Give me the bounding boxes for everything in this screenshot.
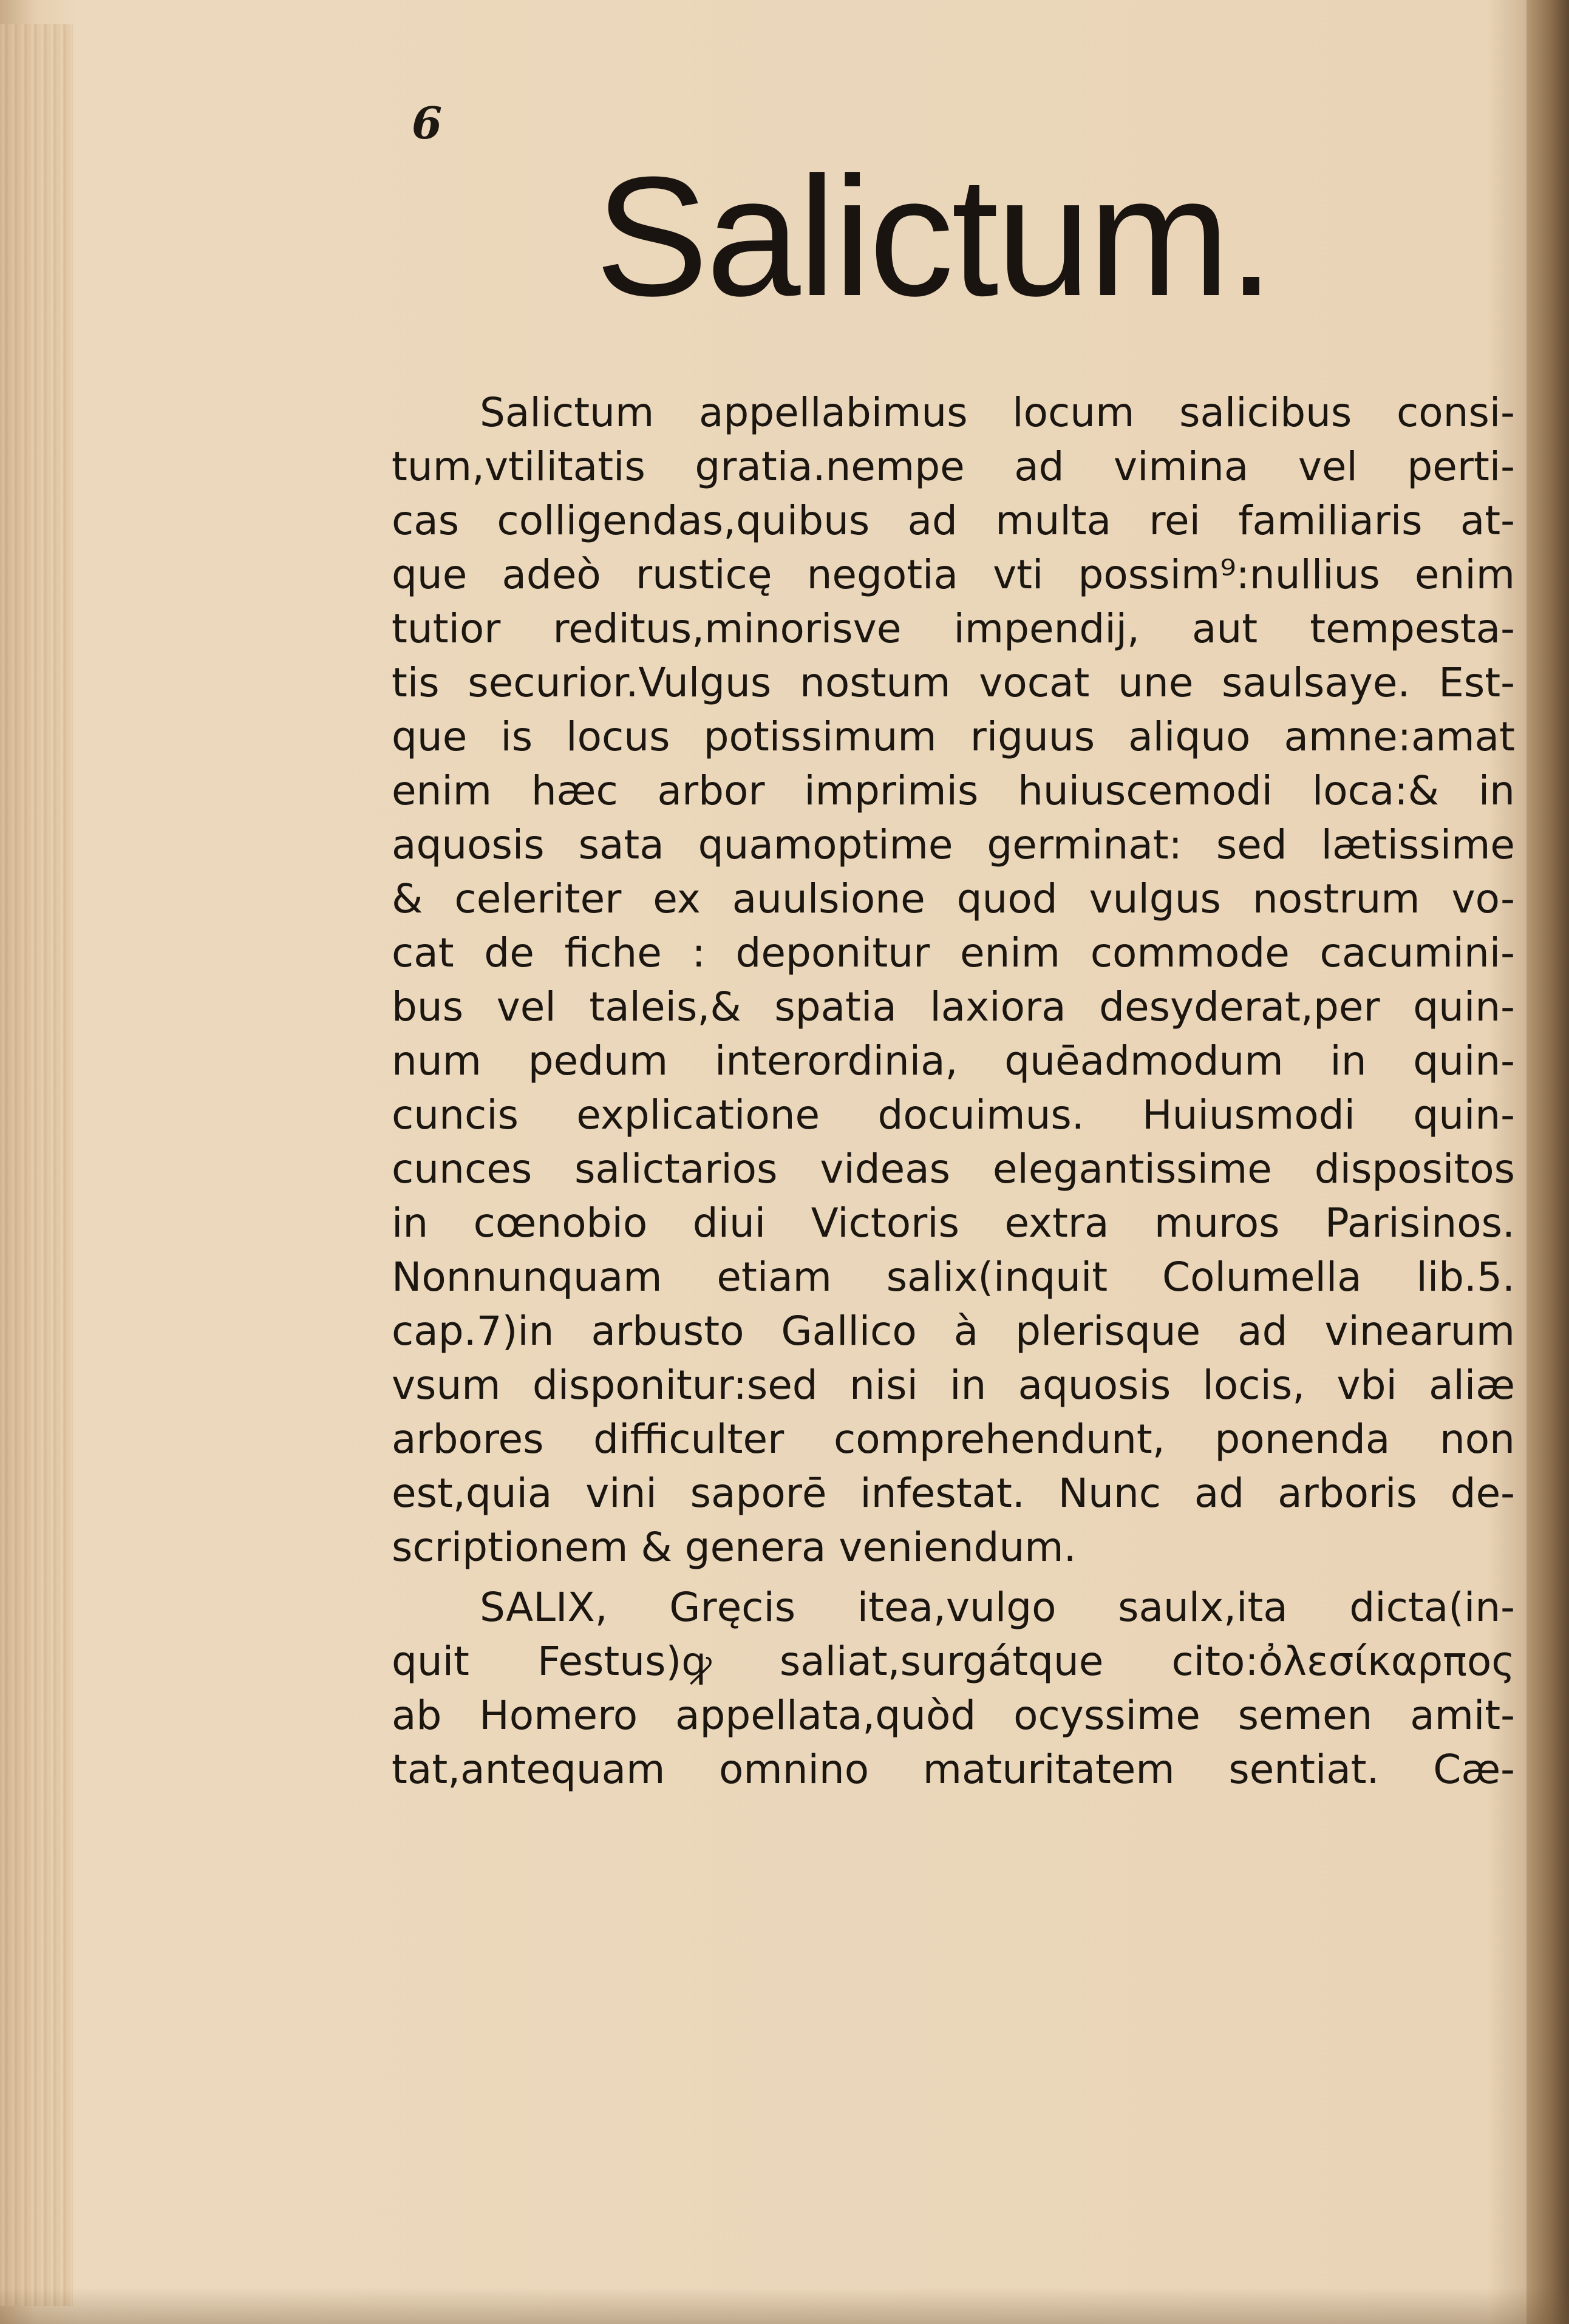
text-line: Salictum appellabimus locum salicibus consi- <box>480 389 1515 436</box>
text-line: cunces salictarios videas elegantissime dispositos <box>392 1146 1515 1192</box>
page-title: Salictum. <box>595 142 1273 331</box>
text-line: que adeò rusticę negotia vti possim⁹:nullius enim <box>392 551 1515 598</box>
binding-edge <box>1526 0 1569 2324</box>
text-line: & celeriter ex auulsione quod vulgus nostrum vo- <box>392 875 1515 922</box>
text-line: enim hæc arbor imprimis huiuscemodi loca:& in <box>392 767 1515 814</box>
body-text <box>392 386 1515 1796</box>
paragraph-2 <box>392 1580 1515 1796</box>
text-line: cap.7)in arbusto Gallico à plerisque ad vinearum <box>392 1308 1515 1354</box>
text-line: in cœnobio diui Victoris extra muros Parisinos. <box>392 1200 1515 1246</box>
text-line: ab Homero appellata,quòd ocyssime semen amit- <box>392 1692 1515 1739</box>
text-line: arbores difficulter comprehendunt, ponenda non <box>392 1416 1515 1463</box>
text-line: que is locus potissimum riguus aliquo amne:amat <box>392 713 1515 760</box>
text-line: bus vel taleis,& spatia laxiora desyderat,per quin- <box>392 984 1515 1030</box>
text-line: SALIX, Gręcis itea,vulgo saulx,ita dicta(in- <box>480 1584 1515 1631</box>
bottom-shadow <box>0 2288 1569 2324</box>
text-line: scriptionem & genera veniendum. <box>392 1524 1077 1571</box>
text-line: Nonnunquam etiam salix(inquit Columella lib.5. <box>392 1254 1515 1300</box>
text-line: tutior reditus,minorisve impendij, aut tempesta- <box>392 605 1515 652</box>
text-line: cat de fiche : deponitur enim commode cacumini- <box>392 929 1515 976</box>
text-line: cas colligendas,quibus ad multa rei familiaris at- <box>392 497 1515 544</box>
text-line: tat,antequam omnino maturitatem sentiat. Cæ- <box>392 1746 1515 1793</box>
page-number: 6 <box>412 97 443 149</box>
text-line: cuncis explicatione docuimus. Huiusmodi quin- <box>392 1092 1515 1138</box>
text-line: quit Festus)ꝙ saliat,surgátque cito:ὀλεσίκαρπος <box>392 1638 1515 1685</box>
text-line: num pedum interordinia, quēadmodum in quin- <box>392 1038 1515 1084</box>
paragraph-1 <box>392 386 1515 1574</box>
page-stack-edge <box>0 24 73 2306</box>
text-line: vsum disponitur:sed nisi in aquosis locis, vbi aliæ <box>392 1362 1515 1408</box>
text-line: est,quia vini saporē infestat. Nunc ad arboris de- <box>392 1470 1515 1517</box>
text-line: aquosis sata quamoptime germinat: sed lætissime <box>392 821 1515 868</box>
text-line: tum,vtilitatis gratia.nempe ad vimina vel perti- <box>392 443 1515 490</box>
text-line: tis securior.Vulgus nostum vocat une saulsaye. Est- <box>392 659 1515 706</box>
